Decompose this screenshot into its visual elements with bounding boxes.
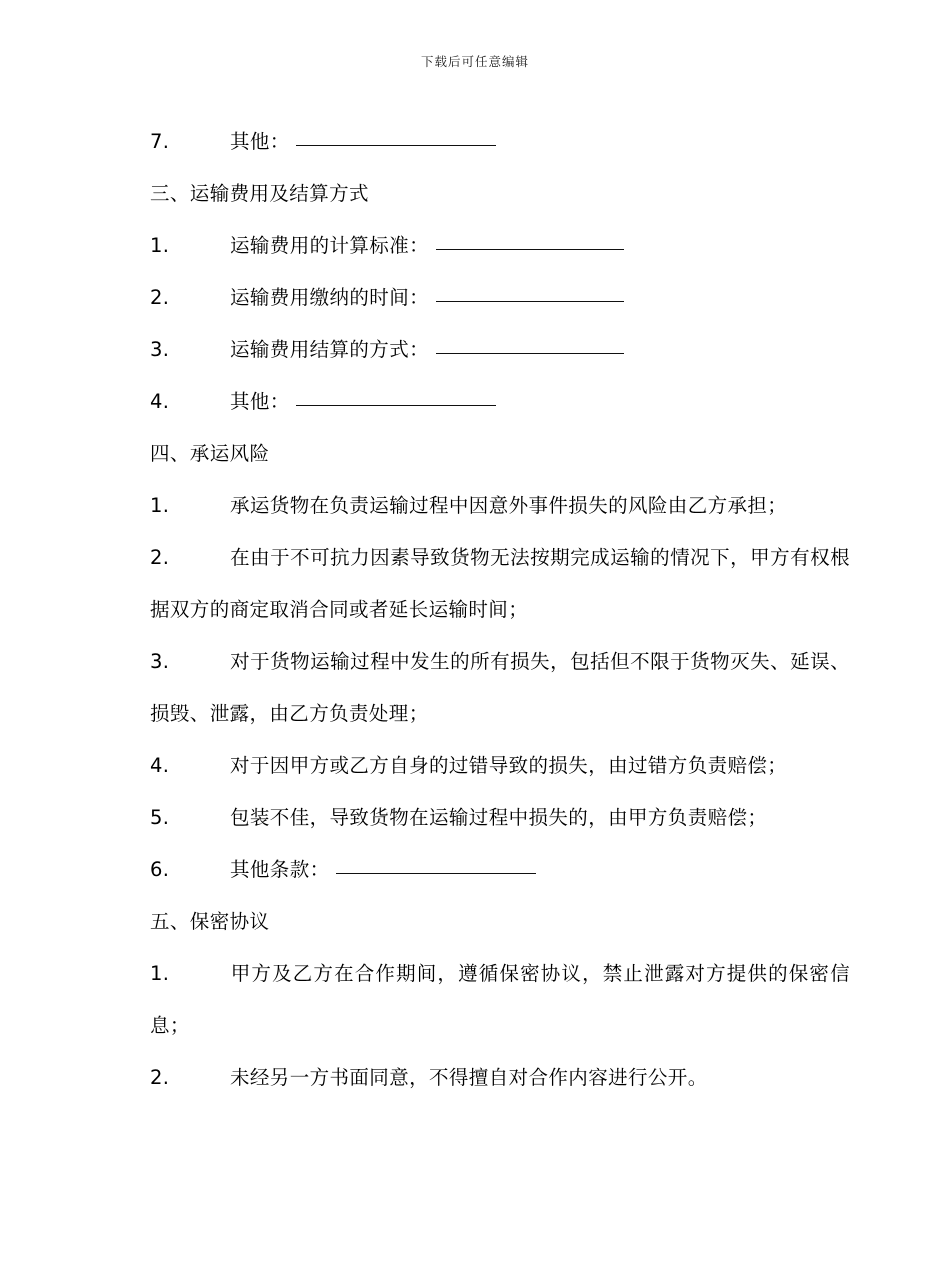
- numbered-paragraph: [108, 740, 850, 792]
- numbered-paragraph: [108, 116, 850, 168]
- paragraph-number: 4.: [150, 390, 170, 413]
- numbered-paragraph: [108, 324, 850, 376]
- paragraph-text: 包装不佳，导致货物在运输过程中损失的，由甲方负责赔偿；: [230, 806, 768, 829]
- numbered-paragraph: [108, 1052, 850, 1104]
- numbered-paragraph: [108, 532, 850, 636]
- paragraph-text: 甲方及乙方在合作期间，遵循保密协议，禁止泄露对方提供的保密信息；: [150, 962, 850, 1037]
- paragraph-text: 其他：: [230, 130, 290, 153]
- numbered-paragraph: [108, 220, 850, 272]
- paragraph-number: 1.: [150, 234, 170, 257]
- document-page: [0, 52, 950, 1282]
- fill-in-blank[interactable]: [436, 353, 624, 354]
- paragraph-text: 运输费用结算的方式：: [230, 338, 430, 361]
- paragraph-number: 2.: [150, 546, 170, 569]
- paragraph-number: 3.: [150, 338, 170, 361]
- paragraph-number: 2.: [150, 1066, 170, 1089]
- page-header-note: 下载后可任意编辑: [420, 54, 529, 69]
- numbered-paragraph: [108, 948, 850, 1052]
- paragraph-text: 对于货物运输过程中发生的所有损失，包括但不限于货物灭失、延误、损毁、泄露，由乙方负责处理；: [150, 650, 850, 725]
- paragraph-text: 承运货物在负责运输过程中因意外事件损失的风险由乙方承担；: [230, 494, 788, 517]
- section-heading: 三、运输费用及结算方式: [150, 182, 369, 205]
- paragraph-number: 1.: [150, 962, 170, 985]
- numbered-paragraph: [108, 376, 850, 428]
- paragraph-text: 对于因甲方或乙方自身的过错导致的损失，由过错方负责赔偿；: [230, 754, 788, 777]
- paragraph-number: 3.: [150, 650, 170, 673]
- paragraph-number: 4.: [150, 754, 170, 777]
- numbered-paragraph: [108, 272, 850, 324]
- paragraph-text: 未经另一方书面同意，不得擅自对合作内容进行公开。: [230, 1066, 708, 1089]
- document-body: [0, 116, 950, 1104]
- paragraph-number: 7.: [150, 130, 170, 153]
- paragraph-number: 2.: [150, 286, 170, 309]
- section-heading: 五、保密协议: [150, 910, 270, 933]
- fill-in-blank[interactable]: [296, 145, 496, 146]
- numbered-paragraph: [108, 792, 850, 844]
- fill-in-blank[interactable]: [436, 301, 624, 302]
- numbered-paragraph: [108, 636, 850, 740]
- fill-in-blank[interactable]: [296, 405, 496, 406]
- paragraph-text: 在由于不可抗力因素导致货物无法按期完成运输的情况下，甲方有权根据双方的商定取消合同或者延长运输时间；: [150, 546, 850, 621]
- fill-in-blank[interactable]: [436, 249, 624, 250]
- paragraph-number: 6.: [150, 858, 170, 881]
- numbered-paragraph: [108, 844, 850, 896]
- paragraph-text: 运输费用缴纳的时间：: [230, 286, 430, 309]
- paragraph-number: 1.: [150, 494, 170, 517]
- paragraph-text: 运输费用的计算标准：: [230, 234, 430, 257]
- numbered-paragraph: [108, 480, 850, 532]
- paragraph-text: 其他：: [230, 390, 290, 413]
- paragraph-number: 5.: [150, 806, 170, 829]
- section-heading: 四、承运风险: [150, 442, 270, 465]
- fill-in-blank[interactable]: [336, 873, 536, 874]
- paragraph-text: 其他条款：: [230, 858, 330, 881]
